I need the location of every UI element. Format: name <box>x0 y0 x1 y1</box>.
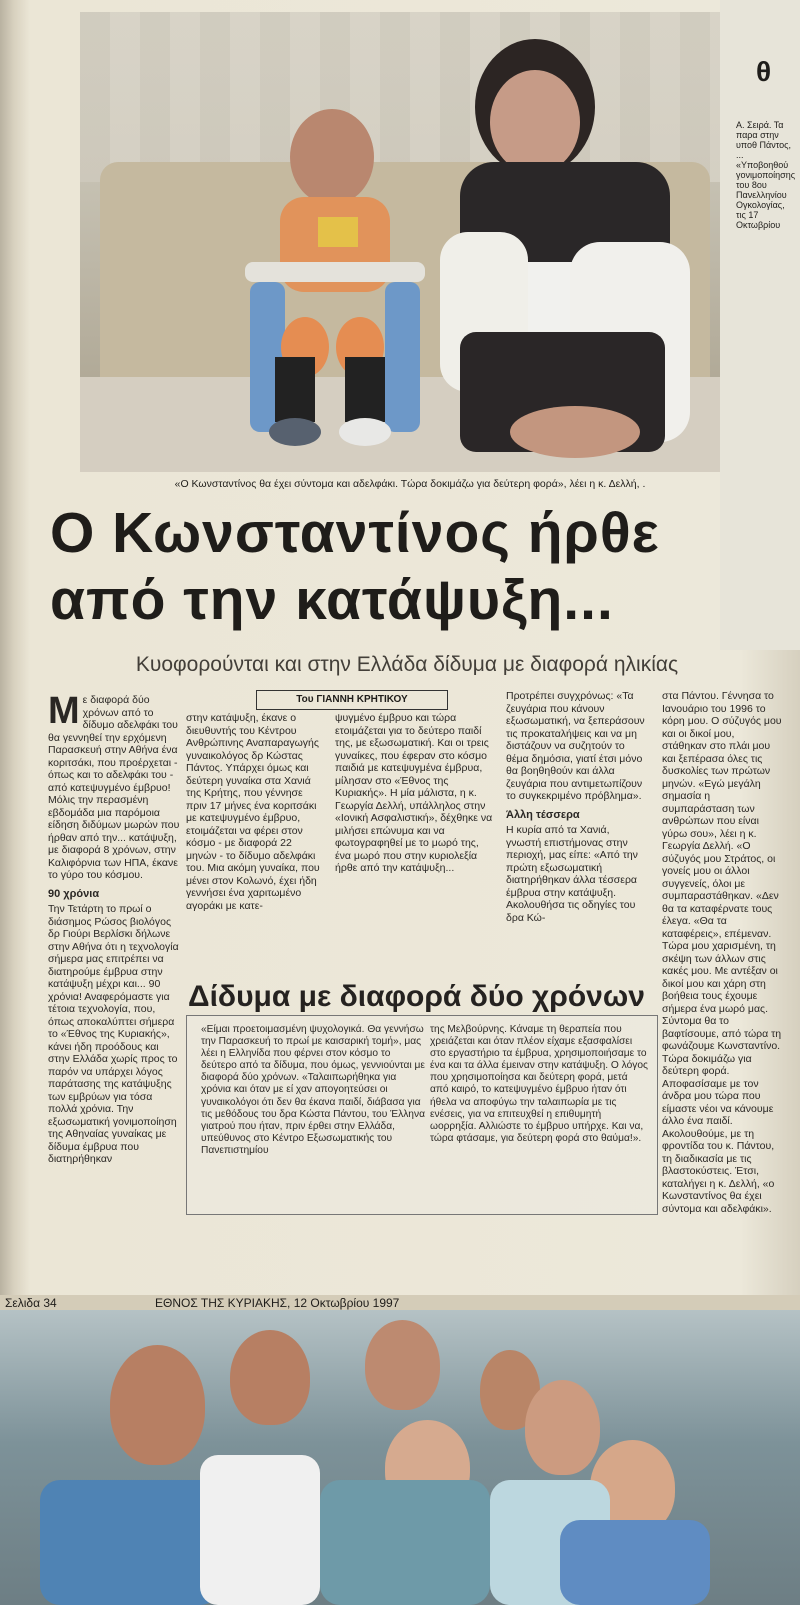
right-strip-title: θ <box>756 56 772 87</box>
column-4-text-2: Η κυρία από τα Χανιά, γνωστή επιστήμονας στην περιοχή, μας είπε: «Από την πρώτη εξωσωματική διατηρήθηκαν άλλα τέσσερα έμβρυα στην κατάψυξη. Ακολουθήσα τις οδηγίες του δρα Κώ- <box>506 824 638 924</box>
page-footer <box>0 1295 800 1311</box>
column-5-text: στα Πάντου. Γέννησα το Ιανουάριο του 1996 το κόρη μου. Ο σύζυγός μου και οι δικοί μου, στάθηκαν στο πλάι μου και ξεπέρασα όλες τις δυσκολίες των πρώτων μηνών. «Εγώ μεγάλη σημασία η συμπαράσταση των ανθρώπων που είναι γύρω σου», λέει η κ. Γεωργία Δελλή. «Ο σύζυγός μου Στράτος, οι γονείς μου οι άλλοι συγγενείς, όλοι με συμπαραστάθηκαν. «Δεν θα τα καταφέρνατε τους έλεγα. «Θα τα καταφέρεις», επέμεναν. Τώρα μου χαρισμένη, τη σκέψη των άλλων στις κακές μου. Με αντέξαν οι δικοί μου και χάρη στη βοήθεια τους έχουμε σήμερα ένα μωρό μας. Σύντομα θα το βαφτίσουμε, από τώρα τη φωνάζουμε Κωνσταντίνο. Τώρα δοκιμάζω για δεύτερη φορά. Αποφασίσαμε με τον άνδρα μου τώρα που είμαστε νέοι να κάνουμε άλλο ένα παιδί. Ακολουθούμε, με τη φροντίδα του κ. Πάντου, τη διαδικασία με τις βλαστοκύστεις. Έτσι, καταλήγει η κ. Δελλή, «ο Κωνσταντίνος θα έχει σύντομα και αδελφάκι». <box>662 690 782 1215</box>
column-1-subtitle: 90 χρόνια <box>48 887 100 900</box>
article-column-5 <box>662 690 782 1221</box>
woman-figure <box>440 32 710 462</box>
byline: Του ΓΙΑΝΝΗ ΚΡΗΤΙΚΟΥ <box>256 690 448 710</box>
subheadline: Κυοφορούνται και στην Ελλάδα δίδυμα με διαφορά ηλικίας <box>135 653 679 676</box>
page-number: Σελιδα 34 <box>5 1296 57 1310</box>
photo-caption: «Ο Κωνσταντίνος θα έχει σύντομα και αδελφάκι. Τώρα δοκιμάζω για δεύτερη φορά», λέει η κ. Δελλή, . <box>174 478 646 490</box>
article-column-3 <box>335 712 495 881</box>
drop-cap: Μ <box>48 690 80 732</box>
right-article-strip <box>720 0 800 650</box>
top-photo <box>80 12 730 472</box>
column-4-subtitle: Άλλη τέσσερα <box>506 808 580 821</box>
newspaper-date: ΕΘΝΟΣ ΤΗΣ ΚΥΡΙΑΚΗΣ, 12 Οκτωβρίου 1997 <box>155 1296 400 1310</box>
column-2-text: στην κατάψυξη, έκανε ο διευθυντής του Κέντρου Ανθρώπινης Αναπαραγωγής γυναικολόγος δρ Κώστας Πάντος. Υπάρχει όμως και δεύτερη γυναίκα στα Χανιά της Κρήτης, που γέννησε πριν 17 μήνες ένα κοριτσάκι με κατεψυγμένο έμβρυο, ετοιμάζεται να φέρει στον κόσμο - με διαφορά 22 μηνών - το δίδυμο αδελφάκι του. Μια ακόμη γυναίκα, που μένει στον Κολωνό, έχει ήδη γεννήσει ένα χαριτωμένο αγοράκι με κατε- <box>186 712 320 912</box>
headline-line-1: Ο Κωνσταντίνος ήρθε <box>50 501 660 565</box>
article-column-1 <box>48 690 183 1172</box>
column-3-text: ψυγμένο έμβρυο και τώρα ετοιμάζεται για το δεύτερο παιδί της, με εξωσωματική. Και οι τρεις γυναίκες, που έφεραν στο κόσμο παιδιά με κατεψυγμένα έμβρυα, μίλησαν στο «Έθνος της Κυριακής». Η μία μάλιστα, η κ. Γεωργία Δελλή, υπάλληλος στην «Ιονική Ασφαλιστική», δέχθηκε να μιλήσει επώνυμα και να φωτογραφηθεί με το μωρό της, ένα μωρό που στην κυριολεξία ήρθε από την κατάψυξη... <box>335 712 493 874</box>
right-strip-text: Α. Σειρά. Τα παρα στην υποθ Πάντος, ... «Υποβοηθού γονιμοποίησης του 8ου Πανελληνίου Ογκολογίας, τις 17 Οκτωβρίου <box>736 120 796 230</box>
boxed-column-2: της Μελβούρνης. Κάναμε τη θεραπεία που χρειάζεται και όταν πλέον είχαμε εξασφαλίσει στο εργαστήριο τα έμβρυα, χρησιμοποιήσαμε το ένα και τα άλλα έμειναν στην κατάψυξη. Ο λόγος που χρησιμοποίησα και δεύτερη φορά, μετά από καιρό, το κατεψυγμένο έμβρυο ήταν ότι ήθελα να αποφύγω την ταλαιπωρία με τις ενέσεις, για να επιτευχθεί η επιθυμητή ωορρηξία. Αλλιώστε το έμβρυο υπήρχε. Και να, τώρα φτάσαμε, για δεύτερη φορά στο θαύμα!». <box>430 1024 648 1144</box>
boxed-article <box>186 1015 658 1215</box>
headline-line-2: από την κατάψυξη... <box>50 568 614 632</box>
box-headline: Δίδυμα με διαφορά δύο χρόνων <box>188 980 645 1013</box>
column-1-text: ε διαφορά δύο χρόνων από το δίδυμο αδελφάκι του θα γεννηθεί την ερχόμενη Παρασκευή στην Αθήνα ένα κοριτσάκι, που προέρχεται - όπως και το αδελφάκι του - από κατεψυγμένο έμβρυο! Μόλις την περασμένη εβδομάδα μια παρόμοια είδηση διδύμων μωρών που ήρθαν από την... κατάψυξη, με διαφορά 8 χρόνων, στην Καλιφόρνια των ΗΠΑ, έκανε το γύρο του κόσμου. <box>48 694 180 881</box>
boxed-column-1: «Είμαι προετοιμασμένη ψυχολογικά. Θα γεννήσω την Παρασκευή το πρωί με καισαρική τομή», μας λέει η Ελληνίδα που φέρνει στον κόσμο το δεύτερο από τα δίδυμα, που όμως, γεννιούνται με διαφορά δύο χρόνων. «Ταλαιπωρήθηκα για χρόνια και όταν με εί χαν απογοητεύσει οι γυναικολόγοι ότι δεν θα έκανα παιδί, διάβασα για τις μεθόδους του δρα Κώστα Πάντου, του Έλληνα γιατρού που ήταν, πριν έρθει στην Ελλάδα, υπεύθυνος στο Κέντρο Εξωσωματικής του Πανεπιστημίου <box>201 1024 425 1156</box>
bottom-photo <box>0 1310 800 1605</box>
baby-figure <box>240 102 430 462</box>
article-column-4 <box>506 690 646 930</box>
column-4-text: Προτρέπει συγχρόνως: «Τα ζευγάρια που κάνουν εξωσωματική, να ξεπεράσουν τις προκαταλήψεις και να μη διστάζουν να συζητούν το θέμα δημόσια, γιατί έτσι μόνο θα βοηθηθούν και άλλα ζευγάρια που αντιμετωπίζουν το συγκεκριμένο πρόβλημα». <box>506 690 645 802</box>
column-1-text-2: Την Τετάρτη το πρωί ο διάσημος Ρώσος βιολόγος δρ Γιούρι Βερλίσκι δήλωνε στην Αθήνα ότι η τεχνολογία σήμερα μας επιτρέπει να διατηρούμε έμβρυα στην κατάψυξη μέχρι και... 90 χρόνια! Αναφερόμαστε για τέτοια τεχνολογία, που, όπως αποκαλύπτει σήμερα το «Έθνος της Κυριακής», κάνει ήδη προόδους και στην Ελλάδα χωρίς προς το παρόν να υπάρχει λόγος παράτασης της κατάψυξης των εμβρύων για τόσα πολλά χρόνια. Την εξωσωματική γονιμοποίηση της Αθηναίας γυναίκας με δίδυμα έμβρυα που διατηρήθηκαν <box>48 903 179 1165</box>
article-column-2 <box>186 712 324 918</box>
